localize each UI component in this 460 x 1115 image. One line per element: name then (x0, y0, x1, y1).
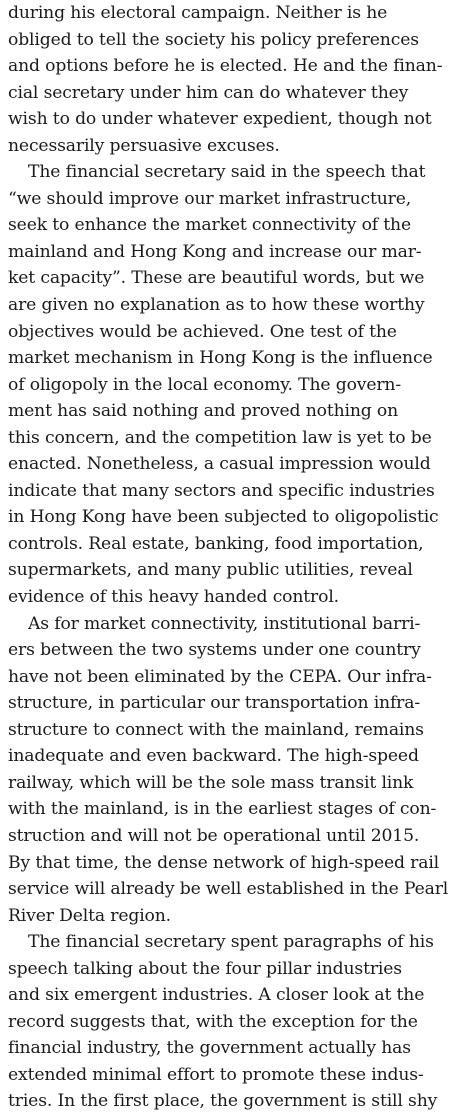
text-line: ket capacity”. These are beautiful words, but we (8, 268, 425, 289)
text-line: wish to do under whatever expedient, though not (8, 109, 432, 130)
text-line: of oligopoly in the local economy. The govern- (8, 374, 402, 395)
text-line: River Delta region. (8, 905, 171, 926)
article-text-column (8, 0, 450, 1115)
text-line: service will already be well established in the Pearl (8, 879, 449, 900)
text-line: and options before he is elected. He and the finan- (8, 56, 443, 77)
text-line: indicate that many sectors and specific industries (8, 480, 435, 501)
text-line: “we should improve our market infrastructure, (8, 188, 412, 209)
paragraph-first-line: The financial secretary said in the speech that (28, 162, 426, 183)
text-line: supermarkets, and many public utilities, reveal (8, 560, 413, 581)
text-line: ers between the two systems under one country (8, 640, 421, 661)
text-line: tries. In the first place, the government is still shy (8, 1091, 438, 1112)
text-line: objectives would be achieved. One test of the (8, 321, 397, 342)
text-line: speech talking about the four pillar industries (8, 958, 402, 979)
text-line: mainland and Hong Kong and increase our mar- (8, 241, 422, 262)
text-line: this concern, and the competition law is yet to be (8, 427, 432, 448)
text-line: obliged to tell the society his policy preferences (8, 29, 419, 50)
text-line: struction and will not be operational until 2015. (8, 825, 420, 846)
text-line: extended minimal effort to promote these indus- (8, 1064, 424, 1085)
text-line: and six emergent industries. A closer look at the (8, 985, 425, 1006)
text-line: enacted. Nonetheless, a casual impression would (8, 454, 431, 475)
text-line: with the mainland, is in the earliest stages of con- (8, 799, 437, 820)
text-line: record suggests that, with the exception for the (8, 1011, 418, 1032)
text-line: have not been eliminated by the CEPA. Our infra- (8, 666, 432, 687)
paragraph-first-line: As for market connectivity, institutional barri- (28, 613, 421, 634)
text-line: By that time, the dense network of high-speed rail (8, 852, 440, 873)
paragraph-first-line: The financial secretary spent paragraphs of his (28, 932, 434, 953)
text-line: ment has said nothing and proved nothing on (8, 401, 399, 422)
text-line: during his electoral campaign. Neither is he (8, 3, 388, 23)
text-line: seek to enhance the market connectivity of the (8, 215, 411, 236)
text-line: in Hong Kong have been subjected to oligopolistic (8, 507, 439, 528)
text-line: inadequate and even backward. The high-speed (8, 746, 419, 767)
text-line: controls. Real estate, banking, food importation, (8, 533, 424, 554)
text-line: market mechanism in Hong Kong is the influence (8, 348, 433, 369)
text-line: financial industry, the government actually has (8, 1038, 411, 1059)
text-line: necessarily persuasive excuses. (8, 135, 280, 156)
text-line: structure to connect with the mainland, remains (8, 719, 424, 740)
text-line: cial secretary under him can do whatever they (8, 82, 409, 103)
text-line: structure, in particular our transportation infra- (8, 693, 421, 714)
text-line: railway, which will be the sole mass transit link (8, 772, 414, 793)
text-line: are given no explanation as to how these worthy (8, 295, 425, 316)
text-line: evidence of this heavy handed control. (8, 587, 339, 608)
